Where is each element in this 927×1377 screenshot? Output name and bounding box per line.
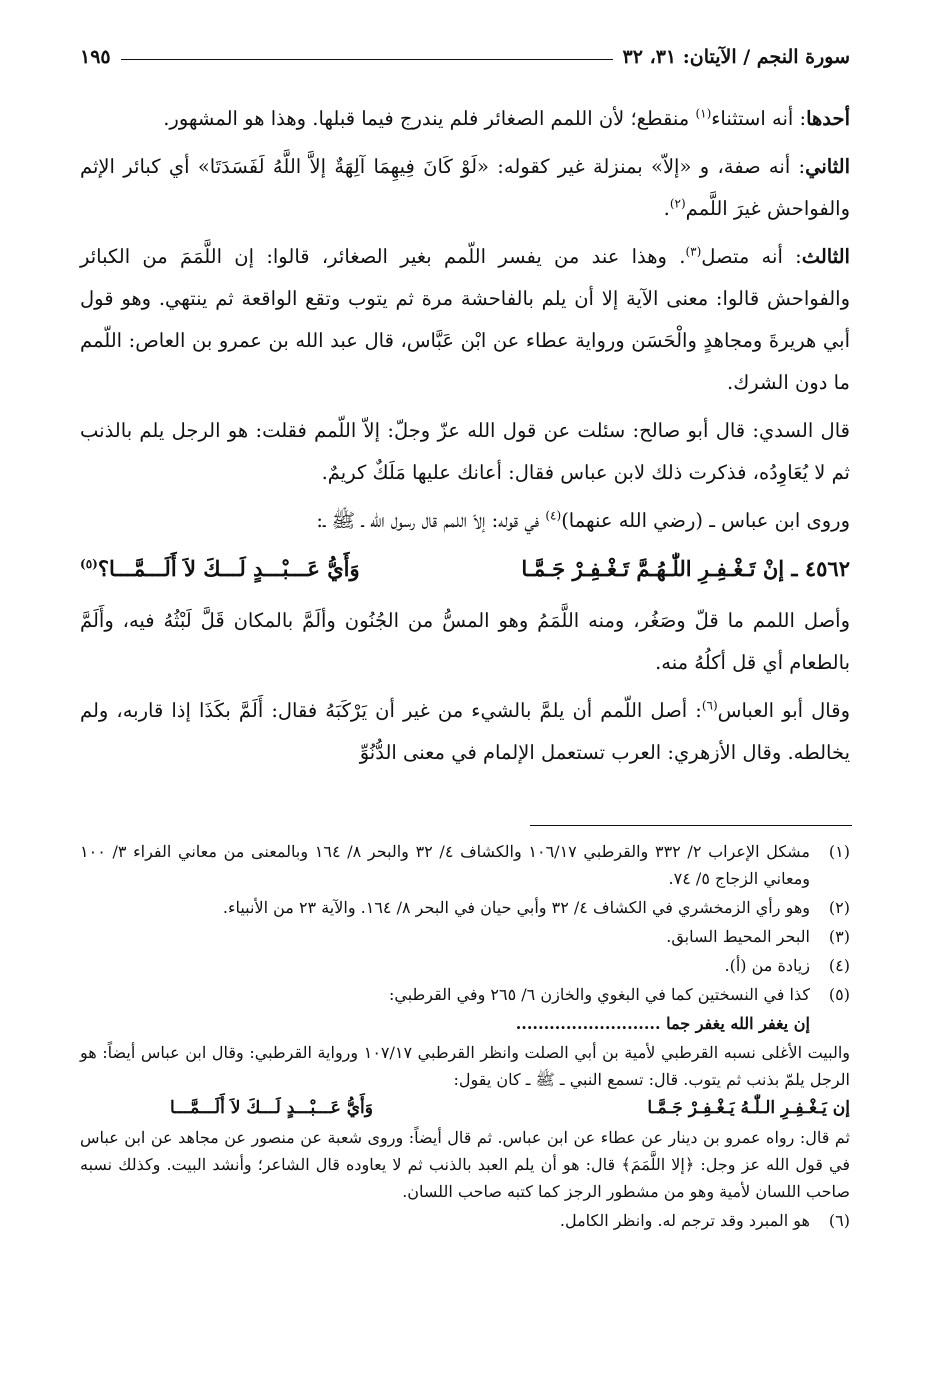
poetry-verse bbox=[80, 548, 850, 590]
paragraph-lamam-origin: وأصل اللمم ما قلّ وصَغُر، ومنه اللَّمَمُ وهو المسُّ من الجُنُون وألَمَّ بالمكان قَلَّ لَبْثُهُ فيه، وأَلَمَّ بالطعام أي قل أكلُهُ منه. bbox=[80, 609, 850, 674]
paragraph-second-opinion: الثاني: أنه صفة، و «إلاّ» بمنزلة غير كقوله: «لَوْ كَانَ فِيهِمَا آلِهَةٌ إلاَّ اللَّهُ لَفَسَدَتَا» أي كبائر الإثم والفواحش غيرَ اللَّمم$^{(٢)}$. bbox=[80, 155, 850, 220]
verse-number: ٤٥٦٢ ـ bbox=[791, 556, 850, 581]
paragraph-first-opinion: أحدها: أنه استثناء$^{(١)}$ منقطع؛ لأن اللمم الصغائر فلم يندرج فيما قبلها. وهذا هو المشهور. bbox=[163, 106, 850, 130]
footnote-ref: (٦) bbox=[701, 698, 718, 713]
footnote-item: (٤) زيادة من (أ). bbox=[724, 956, 850, 975]
footnote-ref: (٤) bbox=[545, 508, 562, 523]
footnotes bbox=[80, 838, 850, 1236]
running-header bbox=[80, 32, 850, 68]
paragraph-ibn-abbas: وروى ابن عباس ـ (رضي الله عنهما)$^{(٤)}$ في قوله: إلاّ اللمم قال رسول الله ـ ﷺ ـ: bbox=[316, 508, 850, 532]
surah-title: سورة النجم / الآيتان: ٣١، ٣٢ bbox=[622, 46, 850, 68]
footnote-item: (٦) هو المبرد وقد ترجم له. وانظر الكامل. bbox=[559, 1211, 850, 1230]
paragraph-third-opinion: الثالث: أنه متصل$^{(٣)}$. وهذا عند من يفسر اللّمم بغير الصغائر، قالوا: إن اللَّمَمَ من الكبائر والفواحش قالوا: معنى الآية إلا أن يلم بالفاحشة مرة ثم يتوب وتقع الواقعة ثم ينتهي. وهو قول أبي هريرةَ ومجاهدٍ والْحَسَن ورواية عطاء عن ابْن عَبَّاس، قال عبد الله بن عمرو بن العاص: اللّمم ما دون الشرك. bbox=[80, 244, 850, 394]
footnote-item: (٢) وهو رأي الزمخشري في الكشاف ٤/ ٣٢ وأبي حيان في البحر ٨/ ١٦٤. والآية ٢٣ من الأنبياء. bbox=[222, 898, 850, 917]
footnote-item: (٣) البحر المحيط السابق. bbox=[666, 927, 850, 946]
opinion-lead: الثالث bbox=[801, 245, 850, 268]
footnote-item: (٥) كذا في النسختين كما في البغوي والخازن ٦/ ٢٦٥ وفي القرطبي: bbox=[388, 985, 850, 1004]
footnote-verse: إن يغفر الله يغفر جما .......................... bbox=[515, 1014, 810, 1033]
header-rule bbox=[121, 59, 613, 60]
footnote-paragraph: والبيت الأغلى نسبه القرطبي لأمية بن أبي الصلت وانظر القرطبي ١٠٧/١٧ ورواية القرطبي: وقال ابن عباس أيضاً: هو الرجل يلمّ بذنب ثم يتوب. قال: تسمع النبي ـ ﷺ ـ كان يقول: bbox=[80, 1043, 851, 1089]
paragraph-abu-abbas: وقال أبو العباس$^{(٦)}$: أصل اللّمم أن يلمَّ بالشيء من غير أن يَرْكَبَهُ فقال: أَلَمَّ بكَذَا إذا قاربه، ولم يخالطه. وقال الأزهري: العرب تستعمل الإلمام في معنى الدُّنُوِّ bbox=[80, 698, 850, 764]
footnote-ref: (٣) bbox=[685, 244, 702, 259]
footnote-ref: (١) bbox=[695, 106, 712, 121]
paragraph-suddi: قال السدي: قال أبو صالح: سئلت عن قول الله عزّ وجلّ: إلاّ اللّمم فقلت: هو الرجل يلم بالذنب ثم لا يُعَاوِدُه، فذكرت ذلك لابن عباس فقال: أعانك عليها مَلَكٌ كريمٌ. bbox=[80, 419, 850, 484]
footnote-ref: (٥) bbox=[80, 557, 98, 571]
main-text bbox=[80, 98, 850, 780]
footnote-verse: إن يَـغْـفِـرِ الـلّٰـهُ يَـغْـفِـرْ جَـمَّـا وَأَيُّ عَـــبْـــدٍ لَـــكَ لاَ أَلَـــمَّـــا bbox=[170, 1098, 850, 1118]
verse-first-hemistich: إنْ تَـغْـفِـرِ اللّٰـهُـمَّ تَـغْـفِـرْ جَـمَّـا bbox=[521, 556, 785, 581]
page-number: ١٩٥ bbox=[80, 46, 111, 68]
opinion-lead: الثاني bbox=[805, 155, 850, 178]
verse-second-hemistich: وَأَيُّ عَـــبْـــدٍ لَـــكَ لاَ أَلَـــمَّـــا؟ bbox=[97, 556, 360, 581]
footnote-paragraph: ثم قال: رواه عمرو بن دينار عن عطاء عن ابن عباس. ثم قال أيضاً: وروى شعبة عن منصور عن مجاهد عن ابن عباس في قول الله عز وجل: ﴿إلا اللَّمَمَ﴾ قال: هو أن يلم العبد بالذنب ثم لا يعاوده قال الشاعر؛ وأنشد البيت. وكذلك نسبه صاحب اللسان لأمية وهو من مشطور الرجز كما كتبه صاحب اللسان. bbox=[80, 1128, 850, 1201]
footnote-item: (١) مشكل الإعراب ٢/ ٣٣٢ والقرطبي ١٠٦/١٧ والكشاف ٤/ ٣٢ والبحر ٨/ ١٦٤ وبالمعنى من معاني الفراء ٣/ ١٠٠ ومعاني الزجاج ٥/ ٧٤. bbox=[80, 842, 850, 888]
opinion-lead: أحدها bbox=[806, 107, 850, 130]
footnote-ref: (٢) bbox=[669, 196, 686, 211]
footnote-separator bbox=[530, 825, 852, 826]
